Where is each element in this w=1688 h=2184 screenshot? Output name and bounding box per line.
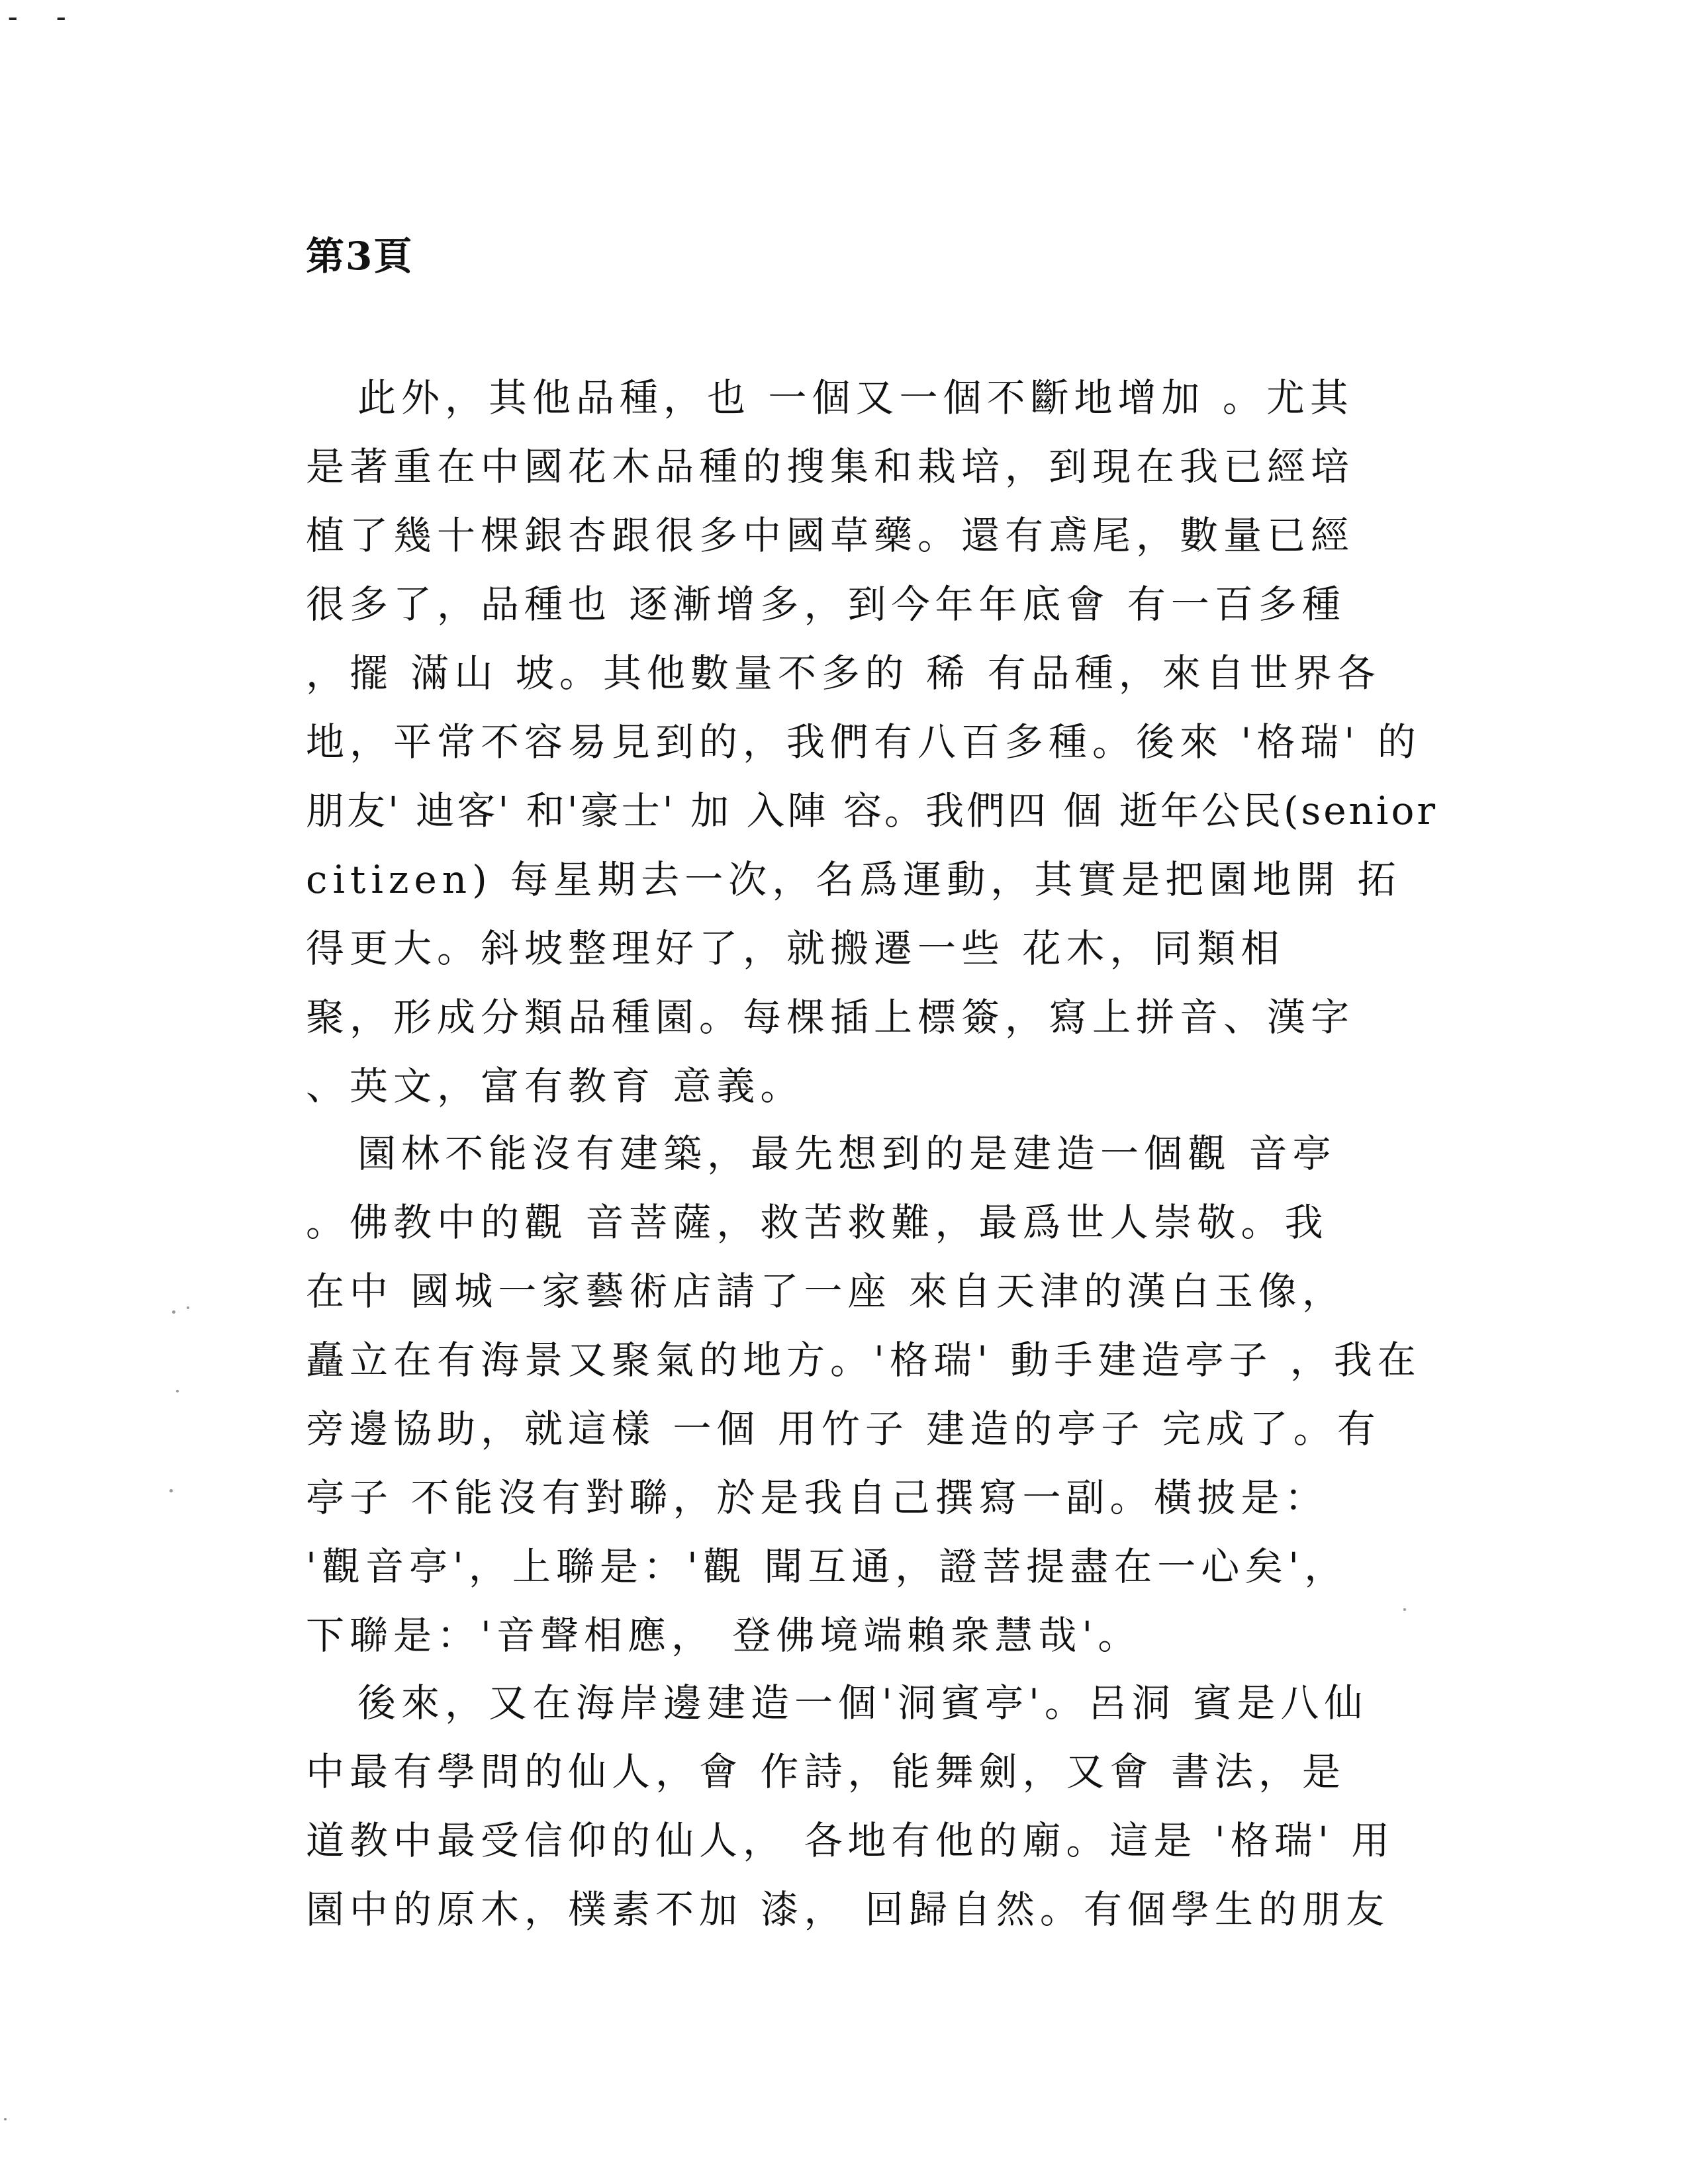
scan-speck	[1403, 1608, 1406, 1611]
text-line: 。佛教中的觀 音菩薩，救苦救難，最爲世人崇敬。我	[306, 1200, 1329, 1245]
text-line: 道教中最受信仰的仙人， 各地有他的廟。這是 '格瑞' 用	[306, 1818, 1395, 1863]
text-line: ，擺 滿山 坡。其他數量不多的 稀 有品種，來自世界各	[306, 651, 1381, 696]
text-line: 後來，又在海岸邊建造一個'洞賓亭'。呂洞 賓是八仙	[357, 1680, 1368, 1725]
text-line: 、英文，富有教育 意義。	[306, 1064, 804, 1109]
text-line: 此外，其他品種，也 一個又一個不斷地增加 。尤其	[357, 375, 1354, 420]
text-line: 朋友' 迪客' 和'豪士' 加 入陣 容。我們四 個 逝年公民(senior	[306, 788, 1438, 833]
text-line: 地，平常不容易見到的，我們有八百多種。後來 '格瑞' 的	[306, 719, 1421, 764]
text-line: 是著重在中國花木品種的搜集和栽培，到現在我已經培	[306, 444, 1355, 489]
text-line: 中最有學問的仙人，會 作詩，能舞劍，又會 書法，是	[306, 1749, 1346, 1794]
text-line: '觀音亭'，上聯是：'觀 聞互通，證菩提盡在一心矣'，	[306, 1544, 1348, 1589]
scan-speck	[176, 1390, 179, 1392]
text-line: 亭子 不能沒有對聯，於是我自己撰寫一副。橫披是：	[306, 1475, 1329, 1520]
text-line: 下聯是：'音聲相應， 登佛境端賴衆慧哉'。	[306, 1613, 1142, 1658]
text-line: 植了幾十棵銀杏跟很多中國草藥。還有鳶尾，數量已經	[306, 513, 1355, 558]
text-line: 很多了，品種也 逐漸增多，到今年年底會 有一百多種	[306, 582, 1346, 627]
text-line: 園中的原木，樸素不加 漆， 回歸自然。有個學生的朋友	[306, 1887, 1389, 1932]
text-line: citizen) 每星期去一次，名爲運動，其實是把園地開 拓	[306, 857, 1401, 902]
text-line: 園林不能沒有建築，最先想到的是建造一個觀 音亭	[357, 1131, 1336, 1176]
text-line: 聚，形成分類品種園。每棵插上標簽，寫上拼音、漢字	[306, 995, 1355, 1040]
text-line: 旁邊協助，就這樣 一個 用竹子 建造的亭子 完成了。有	[306, 1406, 1381, 1451]
text-line: 得更大。斜坡整理好了，就搬遷一些 花木，同類相	[306, 926, 1285, 971]
scan-speck	[169, 1489, 173, 1492]
scan-speck	[172, 1310, 175, 1314]
scan-speck	[187, 1306, 189, 1309]
page-number: 第3頁	[306, 234, 414, 279]
text-line: 矗立在有海景又聚氣的地方。'格瑞' 動手建造亭子 ，我在	[306, 1338, 1421, 1383]
text-line: 在中 國城一家藝術店請了一座 來自天津的漢白玉像，	[306, 1269, 1346, 1314]
scan-corner-mark: - -	[4, 0, 77, 34]
scan-speck	[4, 2118, 7, 2120]
